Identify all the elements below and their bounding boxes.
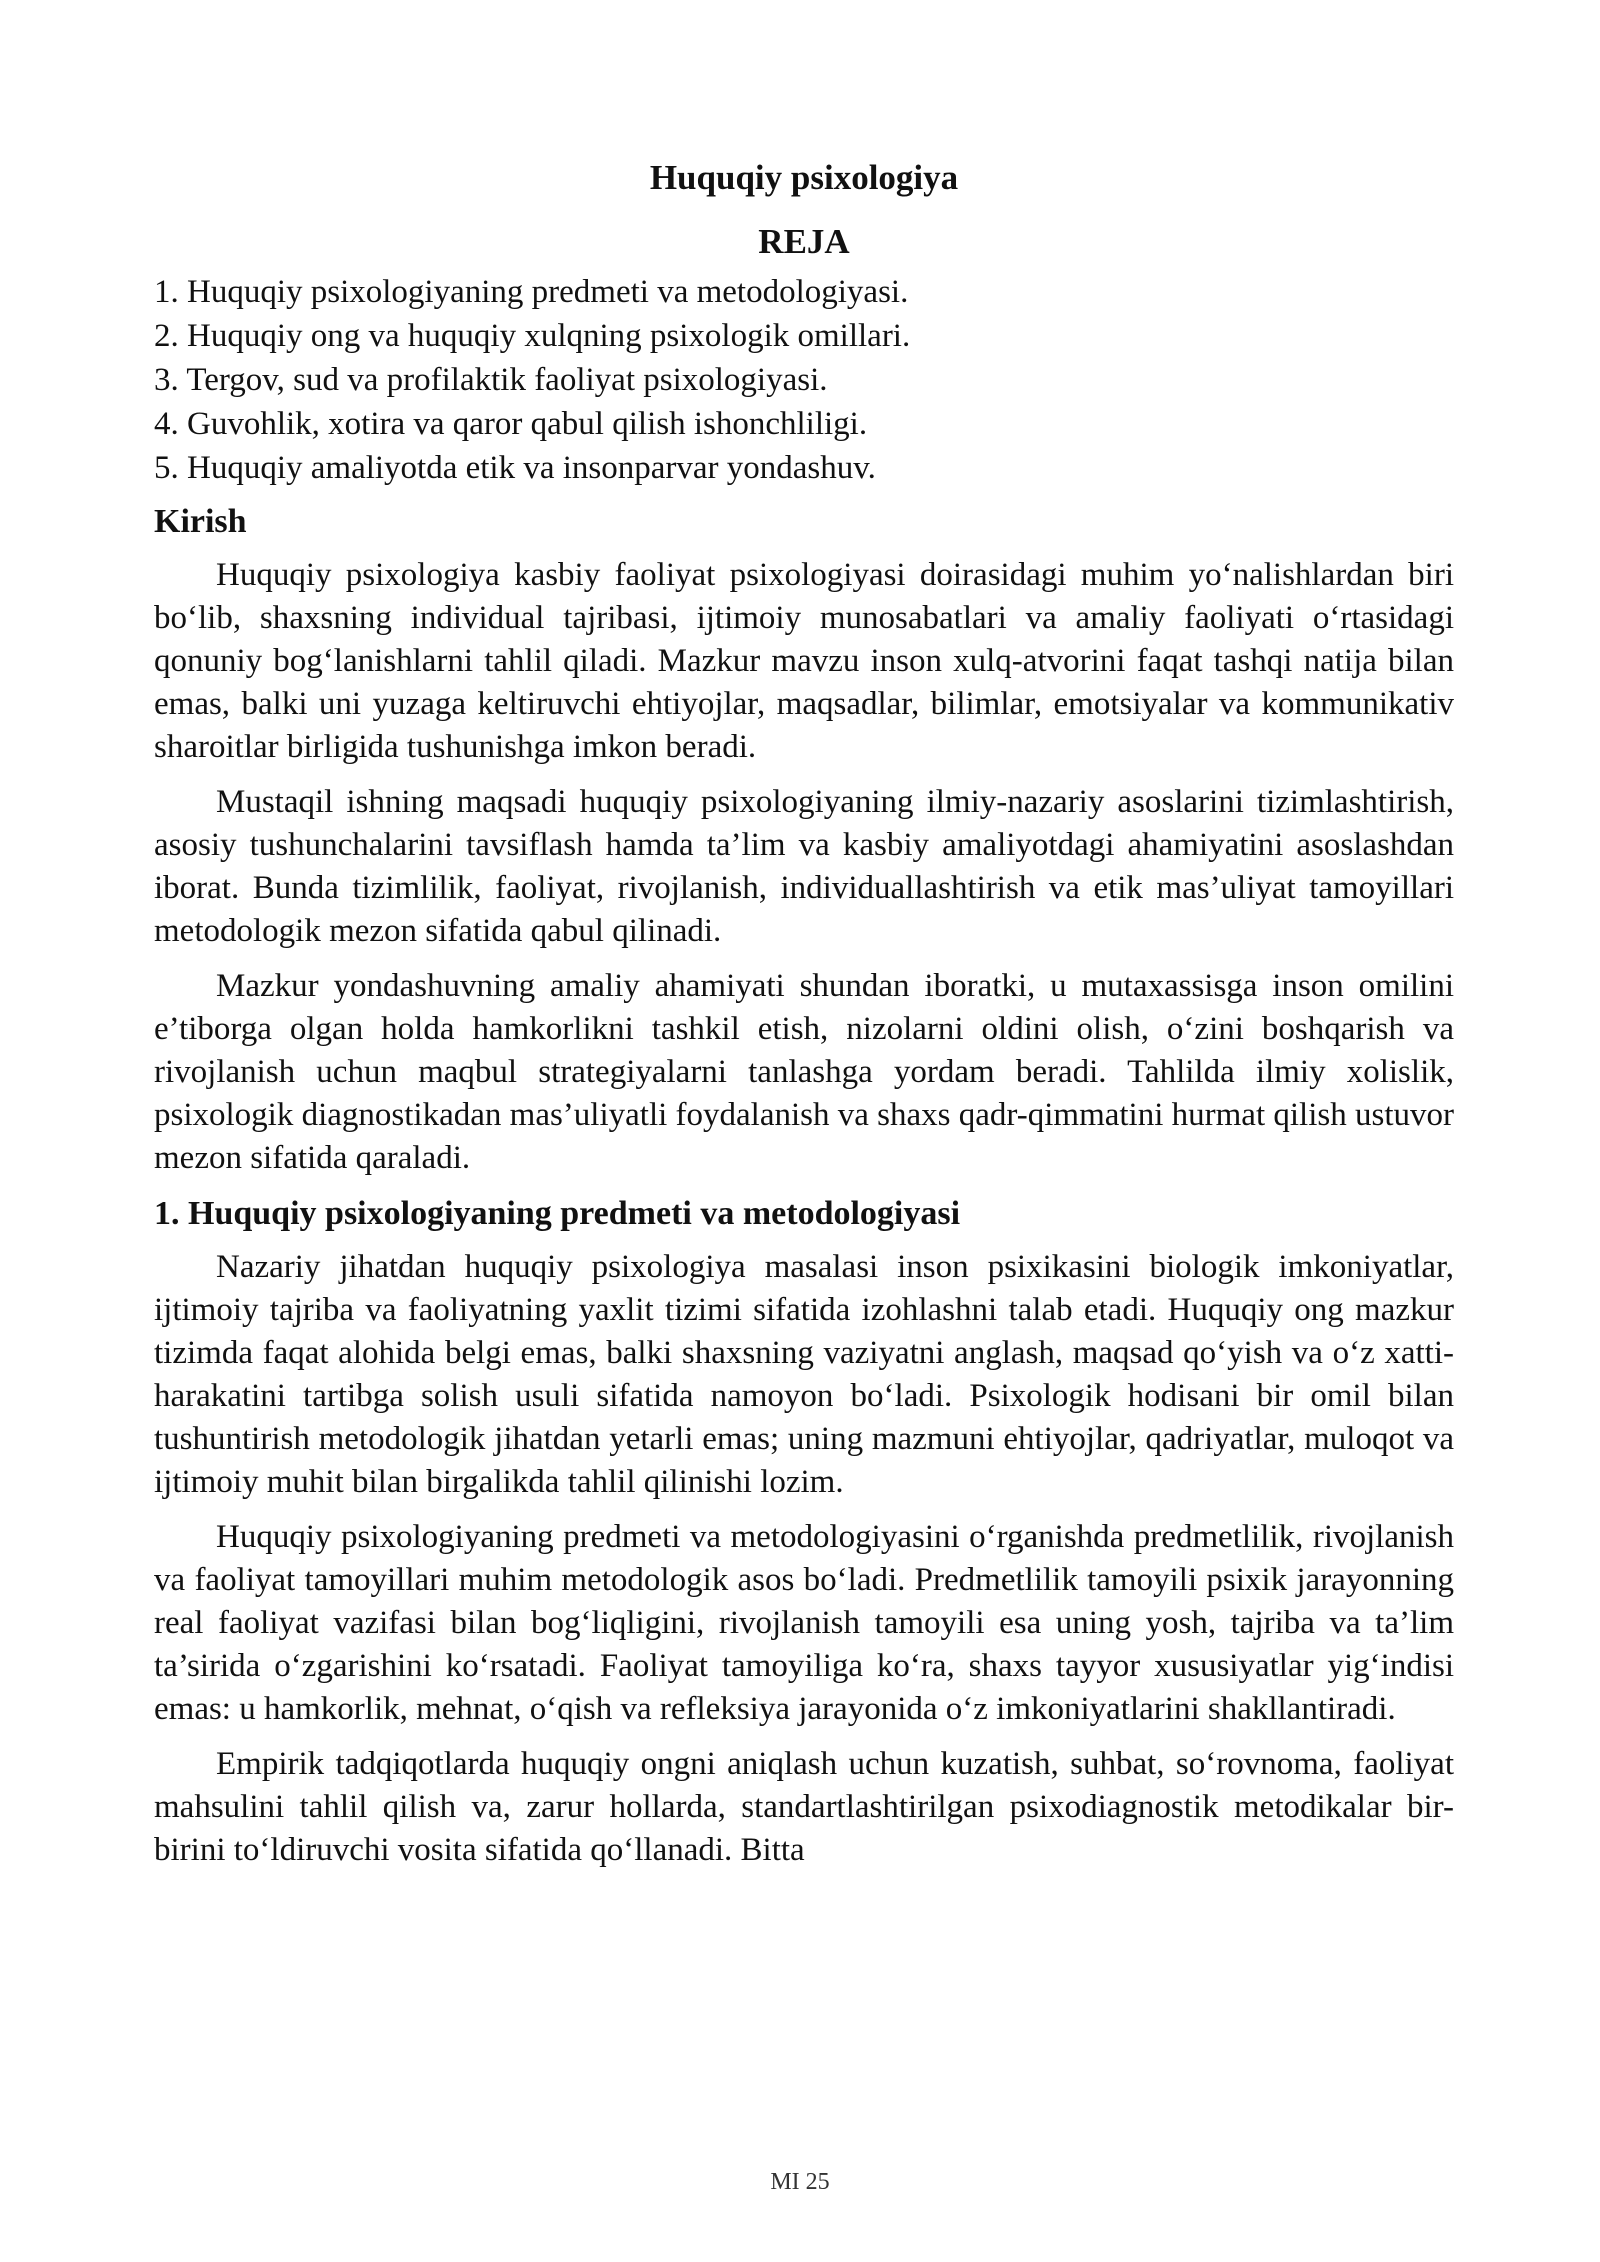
plan-list (154, 270, 1454, 490)
document-title: Huquqiy psixologiya (649, 158, 959, 197)
section-1-heading: 1. Huquqiy psixologiyaning predmeti va metodologiyasi (154, 1195, 961, 1232)
document-page (154, 150, 1454, 1884)
intro-paragraph: Mazkur yondashuvning amaliy ahamiyati shundan iboratki, u mutaxassisga inson omilini e’tiborga olgan holda hamkorlikni tashkil etish, nizolarni oldini olish, o‘zini boshqarish va rivojlanish uchun maqbul strategiyalarni tanlashga yordam beradi. Tahlilda ilmiy xolislik, psixologik diagnostikadan mas’uliyatli foydalanish va shaxs qadr-qimmatini hurmat qilish ustuvor mezon sifatida qaraladi. (154, 968, 1454, 1176)
plan-item: 1. Huquqiy psixologiyaning predmeti va metodologiyasi. (154, 274, 909, 310)
section-1-paragraph: Nazariy jihatdan huquqiy psixologiya masalasi inson psixikasini biologik imkoniyatlar, ijtimoiy tajriba va faoliyatning yaxlit tizimi sifatida izohlashni talab etadi. Huquqiy ong mazkur tizimda faqat alohida belgi emas, balki shaxsning vaziyatni anglash, maqsad qo‘yish va o‘z xatti-harakatini tartibga solish usuli sifatida namoyon bo‘ladi. Psixologik hodisani bir omil bilan tushuntirish metodologik jihatdan yetarli emas; uning mazmuni ehtiyojlar, qadriyatlar, muloqot va ijtimoiy muhit bilan birgalikda tahlil qilinishi lozim. (154, 1249, 1454, 1500)
section-1-paragraph: Huquqiy psixologiyaning predmeti va metodologiyasini o‘rganishda predmetlilik, rivojlanish va faoliyat tamoyillari muhim metodologik asos bo‘ladi. Predmetlilik tamoyili psixik jarayonning real faoliyat vazifasi bilan bog‘liqligini, rivojlanish tamoyili esa uning yosh, tajriba va ta’lim ta’sirida o‘zgarishini ko‘rsatadi. Faoliyat tamoyiliga ko‘ra, shaxs tayyor xususiyatlar yig‘indisi emas: u hamkorlik, mehnat, o‘qish va refleksiya jarayonida o‘z imkoniyatlarini shakllantiradi. (154, 1519, 1454, 1727)
section-1-paragraph: Empirik tadqiqotlarda huquqiy ongni aniqlash uchun kuzatish, suhbat, so‘rovnoma, faoliyat mahsulini tahlil qilish va, zarur hollarda, standartlashtirilgan psixodiagnostik metodikalar bir-birini to‘ldiruvchi vosita sifatida qo‘llanadi. Bitta (154, 1746, 1454, 1868)
plan-item: 3. Tergov, sud va profilaktik faoliyat psixologiyasi. (154, 362, 828, 398)
intro-paragraph: Mustaqil ishning maqsadi huquqiy psixologiyaning ilmiy-nazariy asoslarini tizimlashtirish, asosiy tushunchalarini tavsiflash hamda ta’lim va kasbiy amaliyotdagi ahamiyatini asoslashdan iborat. Bunda tizimlilik, faoliyat, rivojlanish, individuallashtirish va etik mas’uliyat tamoyillari metodologik mezon sifatida qabul qilinadi. (154, 784, 1454, 949)
intro-paragraph: Huquqiy psixologiya kasbiy faoliyat psixologiyasi doirasidagi muhim yo‘nalishlardan biri bo‘lib, shaxsning individual tajribasi, ijtimoiy munosabatlari va amaliy faoliyati o‘rtasidagi qonuniy bog‘lanishlarni tahlil qiladi. Mazkur mavzu inson xulq-atvorini faqat tashqi natija bilan emas, balki uni yuzaga keltiruvchi ehtiyojlar, maqsadlar, bilimlar, emotsiyalar va kommunikativ sharoitlar birligida tushunishga imkon beradi. (154, 557, 1454, 765)
plan-item: 4. Guvohlik, xotira va qaror qabul qilish ishonchliligi. (154, 406, 868, 442)
intro-heading: Kirish (154, 503, 247, 540)
plan-item: 5. Huquqiy amaliyotda etik va insonparvar yondashuv. (154, 450, 876, 486)
plan-item: 2. Huquqiy ong va huquqiy xulqning psixologik omillari. (154, 318, 911, 354)
page-number: MI 25 (770, 2169, 830, 2195)
plan-title: REJA (758, 222, 850, 261)
